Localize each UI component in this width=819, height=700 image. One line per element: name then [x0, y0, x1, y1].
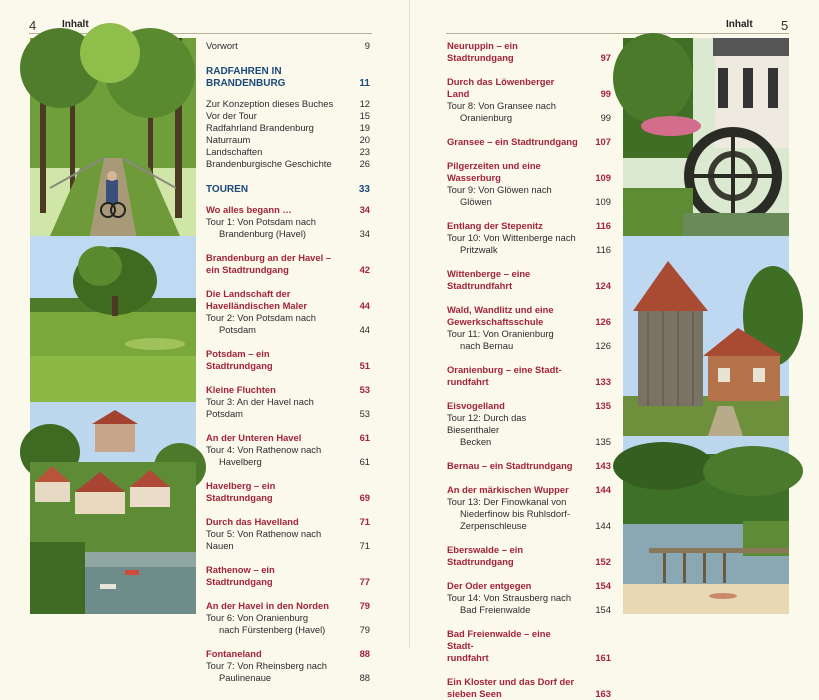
toc-entry-title: Tour 3: An der Havel nach Potsdam [206, 396, 314, 419]
toc-tour-tour-2-von-potsdam-nach[interactable] [206, 312, 370, 336]
left-page [0, 0, 409, 683]
toc-entry-title: Vorwort [206, 40, 238, 51]
photo-meadow-tree [30, 236, 196, 402]
toc-page-number: 20 [359, 134, 370, 145]
toc-entry-title: Fontaneland [206, 648, 262, 659]
toc-entry-title: Durch das Löwenberger Land [447, 76, 555, 99]
toc-page-number: 33 [358, 184, 370, 195]
toc-page-number: 133 [595, 376, 611, 387]
toc-entry-title: Potsdam – ein Stadtrundgang [206, 348, 273, 371]
toc-entry-title: Tour 2: Von Potsdam nach Potsdam [206, 312, 316, 335]
toc-entry-title: Tour 11: Von Oranienburg nach Bernau [447, 328, 554, 351]
toc-page-number: 42 [359, 264, 370, 275]
toc-page-number: 135 [595, 436, 611, 447]
running-header-left: Inhalt [62, 19, 89, 30]
toc-entry-title: Pilgerzeiten und eine Wasserburg [447, 160, 541, 183]
toc-page-number: 109 [595, 172, 611, 183]
toc-chapter-bernau-ein-stadtrundgang[interactable] [447, 460, 611, 472]
toc-chapter-eisvogelland[interactable] [447, 400, 611, 412]
toc-chapter-havelberg-ein-stadtrundgang[interactable] [206, 480, 370, 504]
toc-page-number: 116 [595, 220, 611, 231]
toc-entry-zur-konzeption-dieses-buches[interactable] [206, 98, 370, 110]
toc-tour-tour-4-von-rathenow-nach[interactable] [206, 444, 370, 468]
toc-page-number: 19 [359, 122, 370, 133]
toc-page-number: 116 [596, 244, 611, 255]
toc-entry-radfahrland-brandenburg[interactable] [206, 122, 370, 134]
toc-entry-title: Gransee – ein Stadtrundgang [447, 136, 578, 147]
toc-entry-landschaften[interactable] [206, 146, 370, 158]
toc-page-number: 135 [595, 400, 611, 411]
page-number-right: 5 [781, 18, 789, 33]
toc-chapter-an-der-havel-in-den-norden[interactable] [206, 600, 370, 612]
toc-page-number: 124 [595, 280, 611, 291]
toc-entry-title: Tour 7: Von Rheinsberg nach Paulinenaue [206, 660, 327, 683]
toc-page-number: 44 [359, 324, 370, 335]
toc-entry-title: Neuruppin – ein Stadtrundgang [447, 40, 518, 63]
toc-entry-title: Kleine Fluchten [206, 384, 276, 395]
toc-page-number: 88 [359, 672, 370, 683]
toc-left-column [206, 40, 370, 684]
toc-chapter-durch-das-loewenberger-land[interactable] [447, 76, 611, 100]
toc-entry-title: An der märkischen Wupper [447, 484, 569, 495]
photo-cycling-bridge-forest [30, 38, 196, 236]
left-toc-list [206, 98, 370, 170]
toc-page-number: 97 [600, 52, 611, 63]
toc-entry-title: Vor der Tour [206, 110, 257, 121]
toc-page-number: 53 [359, 384, 370, 395]
toc-chapter-neuruppin-ein-stadtrundgang[interactable] [447, 40, 611, 64]
toc-entry-title: Ein Kloster und das Dorf der sieben Seen [447, 676, 575, 699]
toc-page-number: 154 [595, 604, 611, 615]
toc-entry-title: TOUREN [206, 184, 249, 195]
toc-entry-title: Brandenburg an der Havel – ein Stadtrundgang [206, 252, 332, 275]
toc-chapter-fontaneland[interactable] [206, 648, 370, 660]
toc-chapter-potsdam-ein-stadtrundgang[interactable] [206, 348, 370, 372]
toc-entry-title: Tour 12: Durch das Biesenthaler Becken [447, 412, 527, 447]
toc-entry-title: Tour 13: Der Finowkanal von Niederfinow bis Ruhlsdorf- Zerpenschleuse [447, 496, 570, 531]
toc-entry-naturraum[interactable] [206, 134, 370, 146]
toc-entry-title: Die Landschaft der Havelländischen Maler [206, 288, 308, 311]
toc-chapter-bad-freienwalde-eine-stadt[interactable] [447, 628, 611, 664]
photo-wooden-bell-tower [623, 236, 789, 436]
toc-entry-title: Tour 10: Von Wittenberge nach Pritzwalk [447, 232, 576, 255]
toc-chapter-ein-kloster-und-das-dorf-der[interactable] [447, 676, 611, 700]
toc-page-number: 77 [359, 576, 370, 587]
toc-tour-tour-5-von-rathenow-nach-nauen[interactable] [206, 528, 370, 552]
toc-page-number: 126 [595, 340, 611, 351]
toc-entry-title: Durch das Havelland [206, 516, 299, 527]
toc-entry-title: Wald, Wandlitz und eine Gewerkschaftsschule [447, 304, 554, 327]
toc-chapter-wo-alles-begann[interactable] [206, 204, 370, 216]
toc-tour-tour-6-von-oranienburg[interactable] [206, 612, 370, 636]
toc-page-number: 88 [359, 648, 370, 659]
page-number-left: 4 [29, 18, 37, 33]
toc-entry-title: Entlang der Stepenitz [447, 220, 543, 231]
toc-entry-title: Der Oder entgegen [447, 580, 532, 591]
toc-entry-title: An der Unteren Havel [206, 432, 302, 443]
toc-chapter-wald-wandlitz-und-eine[interactable] [447, 304, 611, 328]
toc-page-number: 152 [595, 556, 611, 567]
toc-chapter-rathenow-ein-stadtrundgang[interactable] [206, 564, 370, 588]
toc-chapter-der-oder-entgegen[interactable] [447, 580, 611, 592]
toc-page-number: 51 [359, 360, 370, 371]
toc-page-number: 53 [359, 408, 370, 419]
toc-page-number: 61 [359, 432, 370, 443]
toc-entry-title: Oranienburg – eine Stadt- rundfahrt [447, 364, 562, 387]
toc-tour-tour-10-von-wittenberge-nach[interactable] [447, 232, 611, 256]
toc-chapter-pilgerzeiten-und-eine-wasserburg[interactable] [447, 160, 611, 184]
toc-entry-title: Havelberg – ein Stadtrundgang [206, 480, 276, 503]
toc-tour-tour-9-von-gloewen-nach[interactable] [447, 184, 611, 208]
toc-page-number: 71 [359, 516, 370, 527]
toc-entry-title: Zur Konzeption dieses Buches [206, 98, 334, 109]
toc-entry-title: Tour 6: Von Oranienburg nach Fürstenberg (Havel) [206, 612, 326, 635]
toc-page-number: 163 [595, 688, 611, 699]
toc-chapter-brandenburg-an-der-havel[interactable] [206, 252, 370, 276]
toc-entry-title: Wittenberge – eine Stadtrundfahrt [447, 268, 531, 291]
toc-chapter-die-landschaft-der[interactable] [206, 288, 370, 312]
toc-entry-title: Eberswalde – ein Stadtrundgang [447, 544, 524, 567]
toc-page-number: 144 [595, 520, 611, 531]
toc-page-number: 23 [359, 146, 370, 157]
toc-chapter-kleine-fluchten[interactable] [206, 384, 370, 396]
toc-tour-tour-7-von-rheinsberg-nach[interactable] [206, 660, 370, 684]
toc-page-number: 107 [595, 136, 611, 147]
toc-entry-title: Bernau – ein Stadtrundgang [447, 460, 573, 471]
toc-entry-title: Naturraum [206, 134, 251, 145]
toc-page-number: 144 [595, 484, 611, 495]
toc-chapter-an-der-maerkischen-wupper[interactable] [447, 484, 611, 496]
toc-page-number: 61 [359, 456, 370, 467]
toc-entry-title: Tour 14: Von Strausberg nach Bad Freienwalde [447, 592, 572, 615]
header-rule-right [446, 33, 789, 34]
toc-page-number: 79 [359, 624, 370, 635]
toc-page-number: 109 [595, 196, 611, 207]
toc-page-number: 161 [595, 652, 611, 663]
toc-page-number: 12 [359, 98, 370, 109]
toc-right-column [447, 40, 611, 700]
toc-tour-tour-8-von-gransee-nach[interactable] [447, 100, 611, 124]
running-header-right: Inhalt [726, 19, 753, 30]
toc-tour-tour-3-an-der-havel-nach-potsdam[interactable] [206, 396, 370, 420]
toc-tour-tour-13-der-finowkanal-von[interactable] [447, 496, 611, 532]
toc-tour-tour-12-durch-das-biesenthaler[interactable] [447, 412, 611, 448]
toc-entry-title: Tour 1: Von Potsdam nach Brandenburg (Havel) [206, 216, 316, 239]
toc-chapter-wittenberge-eine-stadtrundfahrt[interactable] [447, 268, 611, 292]
toc-chapter-entlang-der-stepenitz[interactable] [447, 220, 611, 232]
toc-page-number: 34 [359, 228, 370, 239]
toc-page-number: 11 [359, 78, 370, 89]
toc-entry-title: Landschaften [206, 146, 263, 157]
toc-chapter-eberswalde-ein-stadtrundgang[interactable] [447, 544, 611, 568]
toc-page-number: 126 [595, 316, 611, 327]
toc-entry-title: Brandenburgische Geschichte [206, 158, 332, 169]
toc-entry-title: Radfahrland Brandenburg [206, 122, 314, 133]
toc-entry-title: Bad Freienwalde – eine Stadt- rundfahrt [447, 628, 551, 663]
toc-page-number: 34 [359, 204, 370, 215]
toc-entry-title: Tour 9: Von Glöwen nach Glöwen [447, 184, 552, 207]
toc-page-number: 79 [359, 600, 370, 611]
toc-entry-vor-der-tour[interactable] [206, 110, 370, 122]
photo-lake-jetty [623, 436, 789, 614]
toc-entry-title: Tour 5: Von Rathenow nach Nauen [206, 528, 322, 551]
toc-chapter-gransee-ein-stadtrundgang[interactable] [447, 136, 611, 148]
toc-entry-title: Eisvogelland [447, 400, 505, 411]
toc-page-number: 99 [600, 112, 611, 123]
toc-section-touren[interactable] [206, 184, 370, 196]
photo-havelberg-town-river [30, 402, 196, 614]
toc-page-number: 69 [359, 492, 370, 503]
photo-water-mill [623, 38, 789, 236]
toc-page-number: 71 [359, 540, 370, 551]
toc-page-number: 99 [600, 88, 611, 99]
right-page [410, 0, 819, 699]
toc-entry-title: An der Havel in den Norden [206, 600, 329, 611]
toc-entry-title: Tour 4: Von Rathenow nach Havelberg [206, 444, 322, 467]
toc-entry-title: Wo alles begann … [206, 204, 292, 215]
toc-page-number: 44 [359, 300, 370, 311]
toc-chapter-an-der-unteren-havel[interactable] [206, 432, 370, 444]
toc-section-radfahren-in-brandenburg[interactable] [206, 66, 370, 90]
toc-page-number: 15 [359, 110, 370, 121]
toc-chapter-durch-das-havelland[interactable] [206, 516, 370, 528]
toc-chapter-oranienburg-eine-stadt[interactable] [447, 364, 611, 388]
toc-tour-tour-11-von-oranienburg[interactable] [447, 328, 611, 352]
toc-tour-tour-14-von-strausberg-nach[interactable] [447, 592, 611, 616]
toc-page-number: 26 [359, 158, 370, 169]
toc-page-number: 9 [364, 40, 370, 51]
toc-page-number: 154 [595, 580, 611, 591]
toc-entry-title: Rathenow – ein Stadtrundgang [206, 564, 275, 587]
toc-entry-brandenburgische-geschichte[interactable] [206, 158, 370, 170]
toc-tour-tour-1-von-potsdam-nach[interactable] [206, 216, 370, 240]
toc-tour-vorwort[interactable] [206, 40, 370, 52]
toc-page-number: 143 [595, 460, 611, 471]
toc-entry-title: Tour 8: Von Gransee nach Oranienburg [447, 100, 556, 123]
toc-entry-title: RADFAHREN IN BRANDENBURG [206, 66, 286, 89]
